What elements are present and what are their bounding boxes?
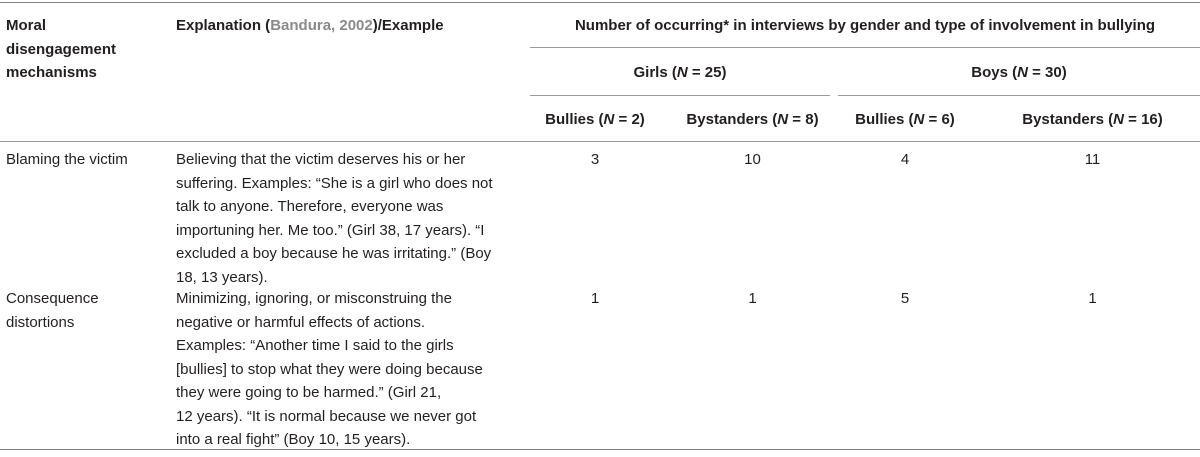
mechanism-line: Blaming the victim [6, 151, 128, 168]
sub-n-value: = 8) [788, 111, 819, 128]
sub-n-value: = 16) [1123, 111, 1163, 128]
sub-label: Bullies ( [855, 111, 914, 128]
explanation-line: suffering. Examples: “She is a girl who does not [176, 174, 493, 192]
mechanism-line: Consequence [6, 290, 99, 307]
sub-label: Bystanders ( [686, 111, 778, 128]
cell-girls-bystanders: 1 [748, 290, 757, 307]
header-mechanisms [6, 14, 116, 85]
sub-n-value: = 2) [614, 111, 645, 128]
table-row-mechanism [6, 287, 99, 334]
sub-label: Bystanders ( [1022, 111, 1114, 128]
girls-rule [530, 95, 830, 96]
header-group-title: Number of occurring* in interviews by gender and type of involvement in bullying [574, 17, 1156, 34]
subheader-boys-bullies [840, 108, 970, 132]
subheader-boys-bystanders [995, 108, 1190, 132]
cell-girls-bullies: 3 [590, 151, 600, 168]
explanation-line: Believing that the victim deserves his or her [176, 151, 466, 168]
boys-rule [838, 95, 1200, 96]
explanation-line: Examples: “Another time I said to the girls [176, 337, 454, 354]
sub-n-label: N [913, 111, 925, 128]
cell-girls-bullies: 1 [590, 290, 600, 307]
explanation-line: they were going to be harmed.” (Girl 21, [176, 384, 442, 401]
header-explanation-suffix: )/Example [372, 17, 444, 34]
citation-link[interactable]: Bandura, 2002 [270, 17, 373, 34]
table-row-mechanism [6, 148, 128, 172]
sub-n-label: N [1113, 111, 1124, 128]
sub-n-value: = 6) [924, 111, 955, 128]
header-line: Moral [6, 17, 47, 34]
girls-n-label: N [676, 64, 688, 81]
explanation-line: excluded a boy because he was irritating.” (Boy [176, 245, 492, 262]
explanation-line: [bullies] to stop what they were doing because [176, 360, 483, 378]
table-row-explanation [176, 287, 483, 452]
explanation-line: talk to anyone. Therefore, everyone was [176, 198, 444, 215]
sub-label: Bullies ( [545, 111, 604, 128]
mechanism-line: distortions [6, 313, 75, 331]
cell-girls-bystanders: 10 [744, 151, 761, 168]
header-line: disengagement [6, 40, 117, 58]
boys-label: Boys ( [971, 64, 1018, 81]
explanation-line: into a real fight” (Boy 10, 15 years). [176, 431, 411, 448]
subheader-girls-bullies [530, 108, 660, 132]
boys-n-label: N [1017, 64, 1028, 81]
subheader-girls-bystanders [665, 108, 840, 132]
header-girls [530, 61, 830, 85]
top-rule [0, 2, 1200, 3]
sub-n-label: N [603, 111, 615, 128]
girls-n-value: = 25) [687, 64, 727, 81]
header-boys [838, 61, 1200, 85]
cell-boys-bystanders: 11 [1084, 151, 1101, 168]
header-explanation-prefix: Explanation ( [176, 17, 271, 34]
header-line: mechanisms [6, 64, 97, 81]
cell-boys-bystanders: 1 [1088, 290, 1097, 307]
explanation-line: 18, 13 years). [176, 268, 268, 286]
cell-boys-bullies: 4 [900, 151, 910, 168]
explanation-line: importuning her. Me too.” (Girl 38, 17 years). “I [176, 221, 485, 239]
cell-boys-bullies: 5 [900, 290, 910, 307]
header-explanation [176, 14, 444, 38]
girls-label: Girls ( [633, 64, 677, 81]
boys-n-value: = 30) [1027, 64, 1067, 81]
group-rule [530, 47, 1200, 48]
header-bottom-rule [0, 141, 1200, 142]
explanation-line: Minimizing, ignoring, or misconstruing the [176, 290, 452, 307]
sub-n-label: N [777, 111, 789, 128]
explanation-line: negative or harmful effects of actions. [176, 313, 426, 331]
table-row-explanation [176, 148, 493, 289]
explanation-line: 12 years). “It is normal because we never got [176, 407, 477, 425]
